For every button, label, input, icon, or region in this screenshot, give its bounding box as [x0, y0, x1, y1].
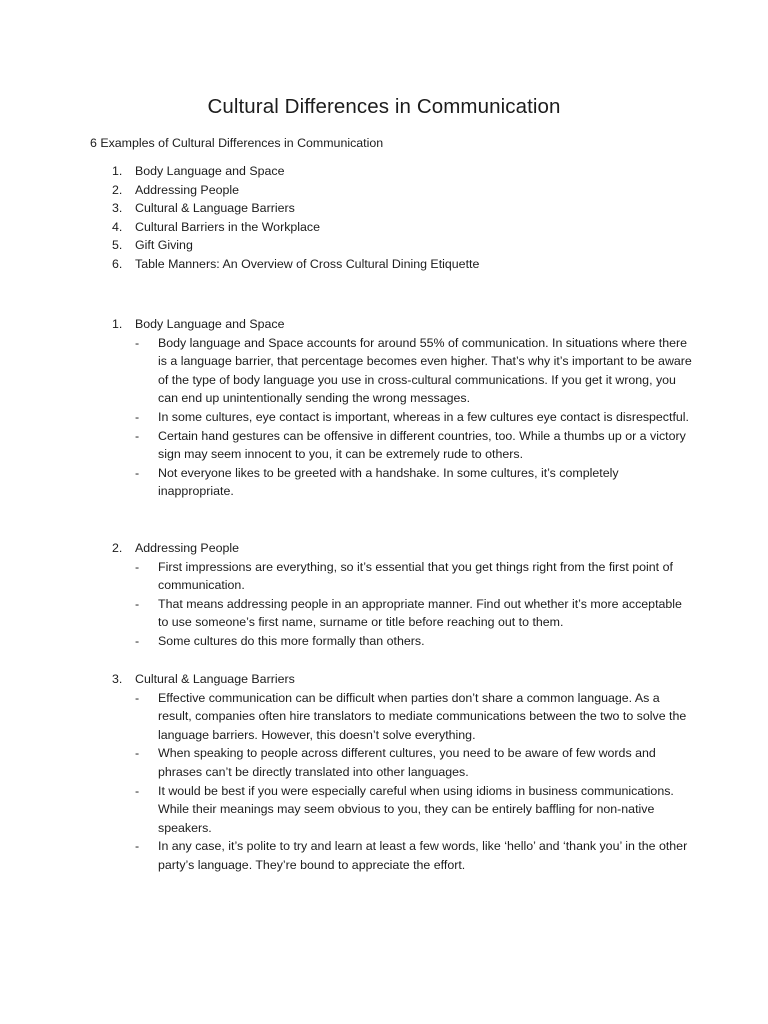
- section-addressing-people: [112, 539, 692, 651]
- bullet-text: Effective communication can be difficult when parties don’t share a common language. As a result, companies often hire translators to mediate communications between the two to solve the language barriers. However, this doesn’t solve everything.: [158, 690, 687, 742]
- document-title: Cultural Differences in Communication: [207, 95, 561, 118]
- section-heading: [112, 315, 692, 334]
- toc-item: [112, 199, 479, 218]
- section-number: 2.: [112, 541, 123, 555]
- section-title: Body Language and Space: [135, 317, 285, 331]
- bullet-item: [135, 408, 692, 427]
- bullet-list: [112, 689, 692, 875]
- bullet-item: [135, 689, 692, 745]
- bullet-text: In any case, it’s polite to try and learn at least a few words, like ‘hello’ and ‘thank you’ in the other party’s language. They’re bound to appreciate the effort.: [158, 839, 688, 872]
- toc-number: 1.: [112, 164, 123, 178]
- bullet-item: [135, 427, 692, 464]
- toc-number: 3.: [112, 201, 123, 216]
- bullet-dash: -: [135, 465, 140, 480]
- bullet-list: [112, 558, 692, 651]
- section-language-barriers: [112, 670, 692, 875]
- toc-number: 4.: [112, 219, 123, 234]
- bullet-text: Certain hand gestures can be offensive in different countries, too. While a thumbs up or a victory sign may seem innocent to you, it can be extremely rude to others.: [158, 428, 686, 462]
- bullet-dash: -: [135, 633, 140, 648]
- bullet-item: [135, 595, 692, 632]
- bullet-text: When speaking to people across different cultures, you need to be aware of few words and phrases can’t be directly translated into other languages.: [158, 746, 656, 779]
- toc-number: 2.: [112, 182, 123, 197]
- toc-item: [112, 162, 479, 181]
- bullet-text: It would be best if you were especially careful when using idioms in business communications. While their meanings may seem obvious to you, they can be entirely baffling for non-native speakers.: [158, 783, 674, 835]
- bullet-list: [112, 334, 692, 501]
- bullet-dash: -: [135, 783, 140, 798]
- toc-number: 6.: [112, 256, 123, 271]
- toc-item: [112, 236, 479, 255]
- bullet-dash: -: [135, 335, 140, 350]
- toc-label: Cultural Barriers in the Workplace: [135, 219, 321, 234]
- bullet-dash: -: [135, 428, 140, 443]
- toc-number: 5.: [112, 238, 123, 253]
- bullet-dash: -: [135, 559, 140, 574]
- bullet-dash: -: [135, 690, 140, 705]
- intro-line: 6 Examples of Cultural Differences in Communication: [90, 136, 384, 150]
- table-of-contents: [112, 162, 479, 274]
- bullet-item: [135, 464, 692, 501]
- bullet-item: [135, 782, 692, 838]
- bullet-text: First impressions are everything, so it’s essential that you get things right from the first point of communication.: [158, 559, 673, 593]
- section-heading: [112, 670, 692, 689]
- toc-item: [112, 218, 479, 237]
- section-heading: [112, 539, 692, 558]
- bullet-item: [135, 334, 692, 408]
- bullet-item: [135, 837, 692, 874]
- bullet-text: Not everyone likes to be greeted with a handshake. In some cultures, it’s completely inappropriate.: [158, 465, 619, 499]
- toc-label: Body Language and Space: [135, 164, 285, 178]
- bullet-dash: -: [135, 746, 140, 761]
- toc-label: Table Manners: An Overview of Cross Cultural Dining Etiquette: [135, 256, 480, 271]
- bullet-text: That means addressing people in an appropriate manner. Find out whether it’s more acceptable to use someone’s first name, surname or title before reaching out to them.: [158, 596, 682, 630]
- bullet-dash: -: [135, 596, 140, 611]
- bullet-text: Some cultures do this more formally than others.: [158, 633, 425, 648]
- bullet-item: [135, 632, 692, 651]
- toc-label: Addressing People: [135, 182, 240, 197]
- bullet-text: In some cultures, eye contact is important, whereas in a few cultures eye contact is disrespectful.: [158, 409, 689, 424]
- bullet-dash: -: [135, 839, 140, 854]
- section-body-language: [112, 315, 692, 501]
- bullet-text: Body language and Space accounts for around 55% of communication. In situations where there is a language barrier, that percentage becomes even higher. That’s why it’s important to be aware of the type of body language you use in cross-cultural communications. If you get it wrong, you can end up unintentionally sending the wrong messages.: [158, 335, 692, 406]
- section-title: Addressing People: [135, 541, 240, 555]
- section-number: 1.: [112, 317, 123, 331]
- section-number: 3.: [112, 672, 123, 686]
- toc-label: Cultural & Language Barriers: [135, 201, 295, 216]
- toc-label: Gift Giving: [135, 238, 193, 253]
- toc-item: [112, 255, 479, 274]
- section-title: Cultural & Language Barriers: [135, 672, 295, 686]
- bullet-item: [135, 558, 692, 595]
- bullet-dash: -: [135, 409, 140, 424]
- bullet-item: [135, 744, 692, 781]
- toc-item: [112, 181, 479, 200]
